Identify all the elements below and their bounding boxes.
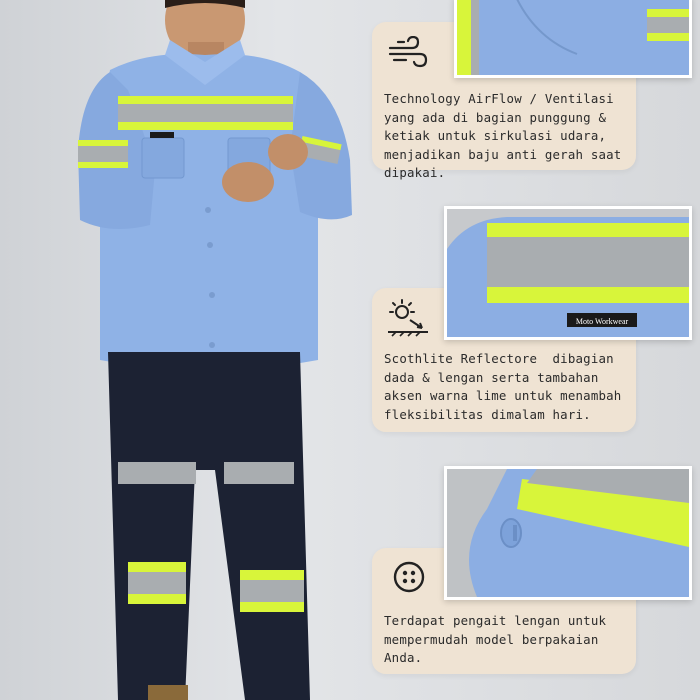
pants <box>108 352 310 700</box>
chest-lime-top <box>118 96 293 104</box>
airflow-icon <box>388 36 428 70</box>
button-icon <box>392 560 426 594</box>
chest-lime-bottom <box>118 122 293 130</box>
brand-logo: Moto Workwear <box>575 317 629 326</box>
feature-text-reflective: Scothlite Reflectore dibagian dada & lengan serta tambahan aksen warna lime untuk menambah fleksibilitas dimalam hari. <box>384 351 630 422</box>
detail-photo-cuff <box>444 466 692 600</box>
detail-photo-sleeve <box>444 206 692 340</box>
feature-text-airflow: Technology AirFlow / Ventilasi yang ada di bagian punggung & ketiak untuk sirkulasi udara, menjadikan baju anti gerah saat dipakai. <box>384 91 630 180</box>
feature-text-cuff: Terdapat pengait lengan untuk mempermudah model berpakaian Anda. <box>384 613 614 665</box>
chest-reflective <box>118 104 293 122</box>
detail-photo-back <box>454 0 692 78</box>
reflective-sun-icon <box>386 298 430 338</box>
